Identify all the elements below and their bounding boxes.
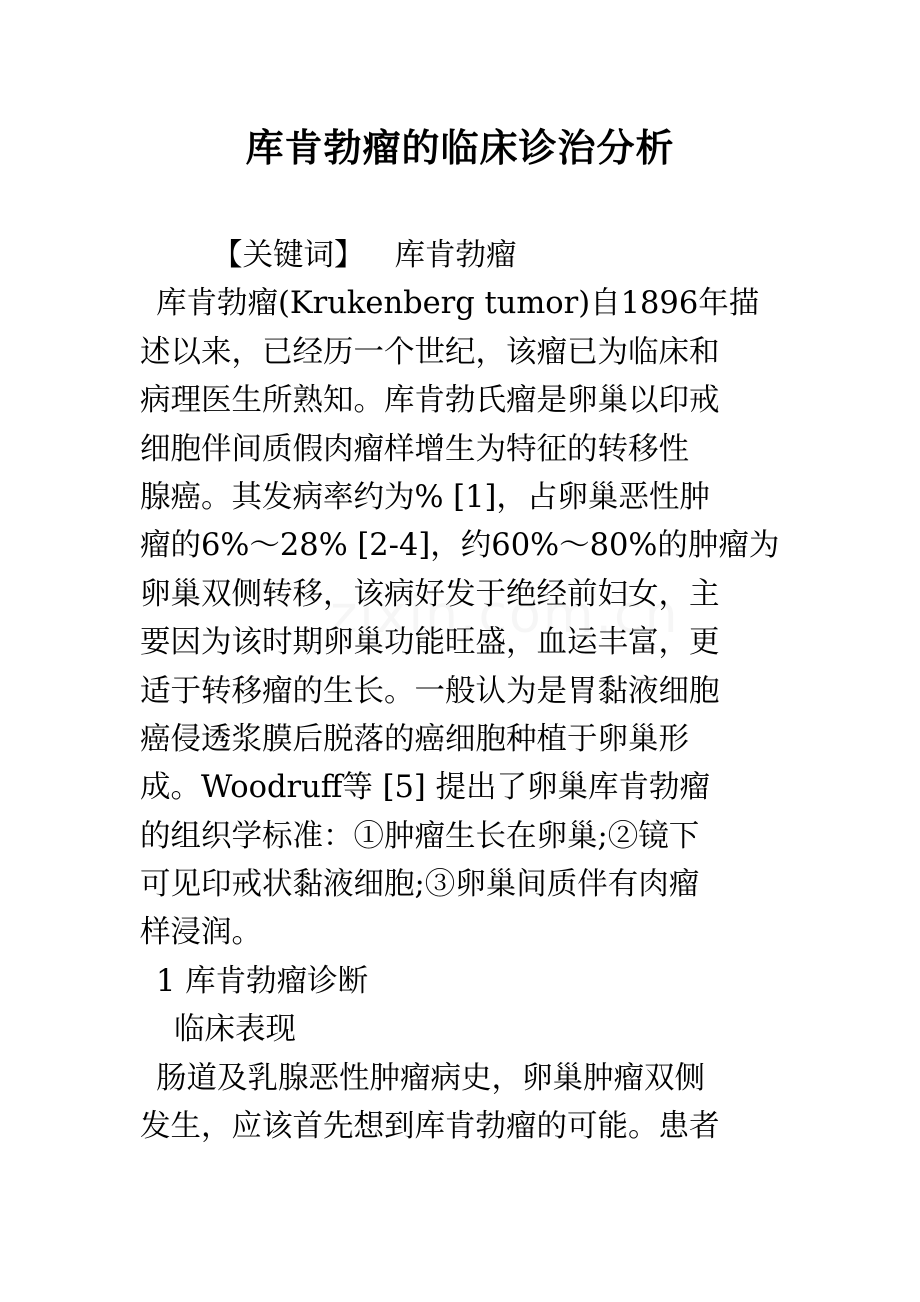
paragraph-line: 发生，应该首先想到库肯勃瘤的可能。患者: [140, 1109, 720, 1145]
document-title: 库肯勃瘤的临床诊治分析: [245, 126, 675, 170]
paragraph-line: 癌侵透浆膜后脱落的癌细胞种植于卵巢形: [140, 721, 689, 757]
paragraph-line: 成。Woodruff等 [5] 提出了卵巢库肯勃瘤: [140, 770, 711, 806]
paragraph-line: 述以来，已经历一个世纪，该瘤已为临床和: [140, 334, 720, 370]
paragraph-line: 肠道及乳腺恶性肿瘤病史，卵巢肿瘤双侧: [156, 1060, 705, 1096]
subsection-heading: 临床表现: [174, 1012, 296, 1048]
section-heading: 1 库肯勃瘤诊断: [156, 963, 369, 999]
keywords-value: 库肯勃瘤: [394, 238, 517, 273]
paragraph-line: 病理医生所熟知。库肯勃氏瘤是卵巢以印戒: [140, 383, 720, 419]
keywords-line: [140, 232, 785, 280]
paragraph-line: 瘤的6%～28% [2-4]，约60%～80%的肿瘤为: [140, 528, 780, 564]
paragraph-line: 要因为该时期卵巢功能旺盛，血运丰富，更: [140, 625, 720, 661]
paragraph-line: 可见印戒状黏液细胞;③卵巢间质伴有肉瘤: [140, 867, 700, 903]
paragraph-line: 样浸润。: [140, 915, 262, 951]
paragraph-line: 库肯勃瘤(Krukenberg tumor)自1896年描: [156, 286, 760, 322]
paragraph-line: 适于转移瘤的生长。一般认为是胃黏液细胞: [140, 673, 720, 709]
document-body: [140, 232, 785, 1151]
paragraph-line: 的组织学标准：①肿瘤生长在卵巢;②镜下: [140, 818, 700, 854]
paragraph-line: 腺癌。其发病率约为% [1]，占卵巢恶性肿: [140, 479, 710, 515]
paragraph-line: 卵巢双侧转移，该病好发于绝经前妇女，主: [140, 576, 720, 612]
keywords-label: 【关键词】: [212, 238, 365, 273]
paragraph-line: 细胞伴间质假肉瘤样增生为特征的转移性: [140, 431, 689, 467]
